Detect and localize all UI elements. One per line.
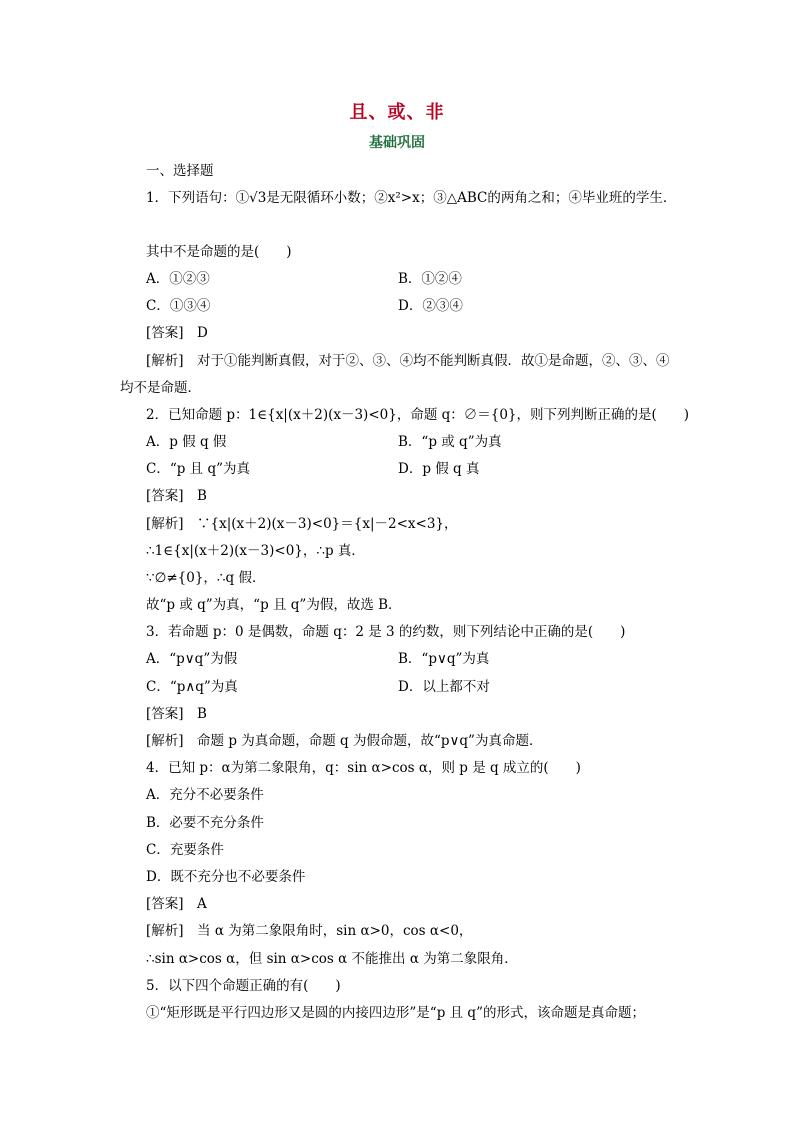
question-1-option-d: D．②③④ xyxy=(398,298,463,314)
question-1-stem: 1．下列语句：①√3是无限循环小数；②x²>x；③△ABC的两角之和；④毕业班的学生． xyxy=(146,190,677,206)
question-1-option-b: B．①②④ xyxy=(398,271,462,287)
question-1-prompt: 其中不是命题的是( ) xyxy=(146,244,292,260)
question-1-option-c: C．①③④ xyxy=(146,298,211,314)
question-4-option-d: D．既不充分也不必要条件 xyxy=(146,869,306,885)
question-4-option-a: A．充分不必要条件 xyxy=(146,787,264,803)
question-3-answer: [答案] B xyxy=(146,706,207,722)
question-1-explanation: [解析] 对于①能判断真假，对于②、③、④均不能判断真假．故①是命题，②、③、④ xyxy=(146,353,670,369)
question-4-stem: 4．已知 p：α为第二象限角，q：sin α>cos α，则 p 是 q 成立的( ) xyxy=(146,760,581,776)
question-4-explanation: [解析] 当 α 为第二象限角时，sin α>0，cos α<0， xyxy=(146,923,473,939)
question-2-explanation-line-2: ∴1∈{x|(x＋2)(x－3)<0}，∴p 真． xyxy=(146,543,365,559)
question-3-option-d: D．以上都不对 xyxy=(398,679,490,695)
question-2-answer: [答案] B xyxy=(146,488,207,504)
question-4-option-b: B．必要不充分条件 xyxy=(146,815,264,831)
section-heading: 一、选择题 xyxy=(146,163,214,179)
question-2-option-a: A．p 假 q 假 xyxy=(146,434,227,450)
question-5-statement-1: ①“矩形既是平行四边形又是圆的内接四边形”是“p 且 q”的形式，该命题是真命题； xyxy=(146,1005,645,1021)
question-4-answer: [答案] A xyxy=(146,896,207,912)
question-3-option-b: B．“p∨q”为真 xyxy=(398,651,490,667)
question-2-stem: 2．已知命题 p：1∈{x|(x＋2)(x－3)<0}，命题 q：∅＝{0}，则下列判断正确的是( ) xyxy=(146,407,690,423)
question-2-option-c: C．“p 且 q”为真 xyxy=(146,461,250,477)
question-3-option-c: C．“p∧q”为真 xyxy=(146,679,238,695)
question-4-option-c: C．充要条件 xyxy=(146,842,224,858)
question-1-option-a: A．①②③ xyxy=(146,271,210,287)
question-3-explanation: [解析] 命题 p 为真命题，命题 q 为假命题，故“p∨q”为真命题． xyxy=(146,733,543,749)
question-5-stem: 5．以下四个命题正确的有( ) xyxy=(146,978,341,994)
question-3-option-a: A．“p∨q”为假 xyxy=(146,651,238,667)
page-title: 且、或、非 xyxy=(349,102,445,123)
question-2-option-d: D．p 假 q 真 xyxy=(398,461,480,477)
question-2-option-b: B．“p 或 q”为真 xyxy=(398,434,502,450)
question-1-answer: [答案] D xyxy=(146,325,208,341)
question-2-explanation-line-4: 故“p 或 q”为真，“p 且 q”为假，故选 B． xyxy=(146,597,402,613)
section-subtitle: 基础巩固 xyxy=(369,135,425,151)
question-3-stem: 3．若命题 p：0 是偶数，命题 q：2 是 3 的约数，则下列结论中正确的是( ) xyxy=(146,624,626,640)
question-2-explanation: [解析] ∵{x|(x＋2)(x－3)<0}＝{x|－2<x<3}， xyxy=(146,516,458,532)
question-4-explanation-line-2: ∴sin α>cos α，但 sin α>cos α 不能推出 α 为第二象限角． xyxy=(146,951,518,967)
question-2-explanation-line-3: ∵∅≠{0}，∴q 假． xyxy=(146,570,266,586)
question-1-explanation-cont: 均不是命题． xyxy=(120,380,201,396)
